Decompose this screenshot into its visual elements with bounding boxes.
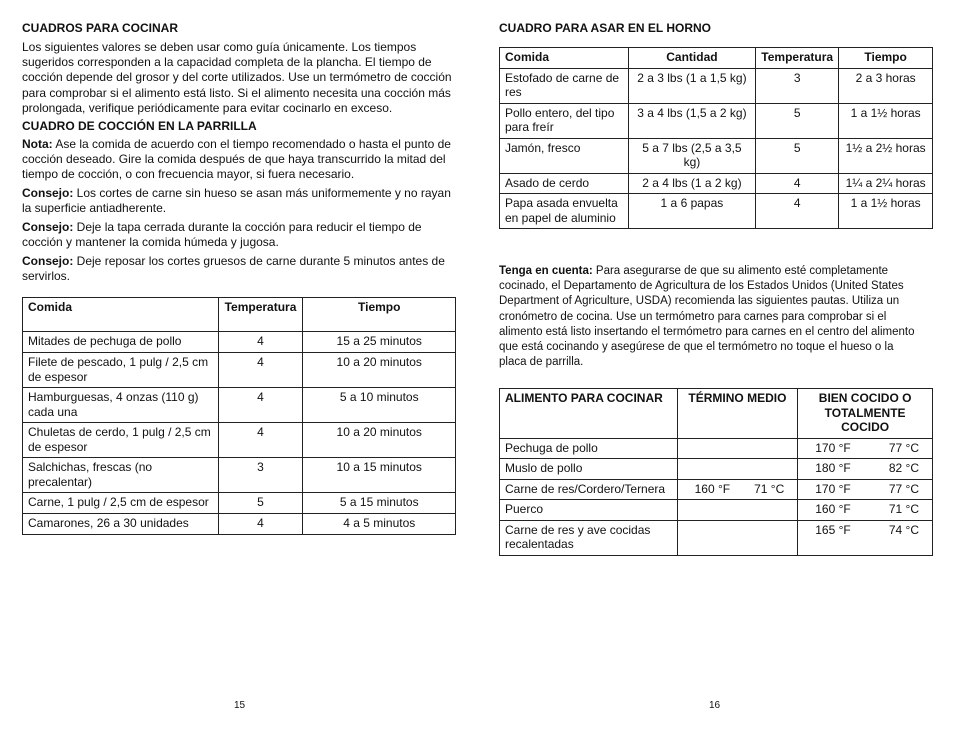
temp-f: 165 °F — [815, 522, 851, 537]
table-row — [500, 68, 933, 103]
table-row — [500, 438, 933, 459]
column-header: Comida — [500, 48, 629, 69]
note-paragraph — [22, 137, 456, 183]
table-cell: Pollo entero, del tipo para freír — [500, 103, 629, 138]
intro-paragraph: Los siguientes valores se deben usar como guía únicamente. Los tiempos sugeridos corresponden a la capacidad completa de la plancha. El tiempo de cocción depende del grosor y del corte utilizados. Use un termómetro de cocción para comprobar si el alimento está listo. Si el alimento necesita una cocción más prolongada, verifique periódicamente para evitar cocinarlo en exceso. — [22, 40, 452, 115]
table-cell: Carne de res y ave cocidas recalentadas — [500, 520, 678, 555]
table-row — [23, 353, 456, 388]
table-cell: 2 a 3 lbs (1 a 1,5 kg) — [628, 68, 756, 103]
table-cell: 2 a 3 horas — [839, 68, 933, 103]
table-row — [500, 173, 933, 194]
table-cell: 4 — [218, 332, 303, 353]
tip-text: Deje la tapa cerrada durante la cocción para reducir el tiempo de cocción y mantener la comida húmeda y jugosa. — [22, 220, 422, 250]
keep-label: Tenga en cuenta: — [499, 265, 593, 277]
table-cell: 10 a 20 minutos — [303, 353, 456, 388]
table-cell: 1 a 6 papas — [628, 194, 756, 229]
table-cell: 5 a 15 minutos — [303, 493, 456, 514]
section-heading: CUADROS PARA COCINAR — [22, 21, 178, 35]
table-cell: 10 a 15 minutos — [303, 458, 456, 493]
table-header-row — [23, 298, 456, 332]
section-heading: CUADRO PARA ASAR EN EL HORNO — [499, 21, 712, 35]
table-cell: Pechuga de pollo — [500, 438, 678, 459]
page-number: 16 — [709, 700, 721, 711]
table-cell: 2 a 4 lbs (1 a 2 kg) — [628, 173, 756, 194]
note-label: Nota: — [22, 137, 53, 151]
temp-c: 74 °C — [888, 522, 919, 537]
table-cell: 3 — [756, 68, 839, 103]
column-header: Tiempo — [303, 298, 456, 332]
table-cell: Puerco — [500, 500, 678, 521]
table-row — [500, 459, 933, 480]
table-cell: Carne de res/Cordero/Ternera — [500, 479, 678, 500]
table-cell: 15 a 25 minutos — [303, 332, 456, 353]
table-cell: 5 a 7 lbs (2,5 a 3,5 kg) — [628, 138, 756, 173]
note-text: Ase la comida de acuerdo con el tiempo recomendado o hasta el punto de cocción deseado. Gire la comida después de que haya transcurrido la mitad del tiempo de cocción, o con frecuencia mayor, si fuera necesario. — [22, 137, 451, 182]
table-cell: 5 a 10 minutos — [303, 388, 456, 423]
tip-paragraph — [22, 220, 456, 250]
table-row — [500, 500, 933, 521]
tip-paragraph — [22, 186, 456, 216]
column-header: Comida — [23, 298, 219, 332]
page-number: 15 — [234, 700, 246, 711]
table-row — [23, 423, 456, 458]
table-cell: 4 — [218, 353, 303, 388]
tip-label: Consejo: — [22, 254, 74, 268]
table-cell: Chuletas de cerdo, 1 pulg / 2,5 cm de espesor — [23, 423, 219, 458]
temp-c: 82 °C — [888, 461, 919, 475]
column-header: TÉRMINO MEDIO — [677, 389, 798, 439]
table-cell — [798, 479, 933, 500]
table-cell: 4 — [218, 388, 303, 423]
table-cell: Asado de cerdo — [500, 173, 629, 194]
keep-text: Para asegurarse de que su alimento esté completamente cocinado, el Departamento de Agricultura de los Estados Unidos (United States Department of Agriculture, USDA) recomienda las siguientes pautas. Utiliza un cronómetro de cocina. Use un termómetro para carnes para comprobar si el alimento está listo insertando el termómetro para carnes en el centro del alimento que está cocinando y asegúrese de que el termómetro no toque el hueso o la placa de parrilla. — [499, 265, 915, 369]
table-cell: Filete de pescado, 1 pulg / 2,5 cm de espesor — [23, 353, 219, 388]
roast-table — [499, 47, 933, 229]
table-cell: Mitades de pechuga de pollo — [23, 332, 219, 353]
table-cell: Salchichas, frescas (no precalentar) — [23, 458, 219, 493]
temp-f: 160 °F — [815, 502, 851, 516]
temp-f: 180 °F — [815, 461, 851, 475]
table-header-row — [500, 389, 933, 439]
column-header: ALIMENTO PARA COCINAR — [500, 389, 678, 439]
table-row — [23, 388, 456, 423]
table-cell — [798, 438, 933, 459]
table-cell: 4 — [756, 194, 839, 229]
table-cell: 4 a 5 minutos — [303, 514, 456, 535]
tip-text: Deje reposar los cortes gruesos de carne durante 5 minutos antes de servirlos. — [22, 254, 445, 284]
table-cell — [798, 459, 933, 480]
table-cell: 4 — [218, 514, 303, 535]
tip-text: Los cortes de carne sin hueso se asan más uniformemente y no rayan la superficie antiadherente. — [22, 186, 451, 216]
table-cell: 3 — [218, 458, 303, 493]
table-cell: 10 a 20 minutos — [303, 423, 456, 458]
table-cell: 4 — [218, 423, 303, 458]
temp-c: 71 °C — [888, 502, 919, 516]
temp-f: 170 °F — [815, 440, 851, 455]
column-header: Cantidad — [628, 48, 756, 69]
table-cell: Jamón, fresco — [500, 138, 629, 173]
table-cell — [677, 500, 798, 521]
table-row — [500, 479, 933, 500]
table-cell — [677, 459, 798, 480]
temp-c: 77 °C — [888, 481, 919, 496]
table-row — [500, 103, 933, 138]
temperature-table — [499, 388, 933, 556]
table-cell: 3 a 4 lbs (1,5 a 2 kg) — [628, 103, 756, 138]
table-header-row — [500, 48, 933, 69]
table-cell: 1 a 1½ horas — [839, 194, 933, 229]
column-header: Temperatura — [218, 298, 303, 332]
table-row — [23, 332, 456, 353]
column-header: Temperatura — [756, 48, 839, 69]
table-cell: 5 — [756, 103, 839, 138]
grill-table — [22, 297, 456, 535]
table-cell: Papa asada envuelta en papel de aluminio — [500, 194, 629, 229]
column-header: BIEN COCIDO O TOTALMENTE COCIDO — [798, 389, 933, 439]
table-cell — [677, 479, 798, 500]
table-cell: Estofado de carne de res — [500, 68, 629, 103]
table-cell: 4 — [756, 173, 839, 194]
grill-heading: CUADRO DE COCCIÓN EN LA PARRILLA — [22, 119, 257, 133]
column-header: Tiempo — [839, 48, 933, 69]
temp-c: 77 °C — [888, 440, 919, 455]
tip-label: Consejo: — [22, 220, 74, 234]
keep-in-mind-paragraph — [499, 264, 919, 370]
table-row — [23, 493, 456, 514]
table-cell: Camarones, 26 a 30 unidades — [23, 514, 219, 535]
table-cell — [798, 500, 933, 521]
temp-f: 170 °F — [815, 481, 851, 496]
table-cell: 1¼ a 2¼ horas — [839, 173, 933, 194]
temp-c: 71 °C — [754, 481, 785, 496]
table-cell — [798, 520, 933, 555]
tip-paragraph — [22, 254, 456, 284]
tip-label: Consejo: — [22, 186, 74, 200]
table-cell: Muslo de pollo — [500, 459, 678, 480]
table-row — [500, 138, 933, 173]
table-cell: 1 a 1½ horas — [839, 103, 933, 138]
temp-f: 160 °F — [694, 481, 731, 496]
table-cell: 5 — [218, 493, 303, 514]
table-cell: 1½ a 2½ horas — [839, 138, 933, 173]
table-cell: 5 — [756, 138, 839, 173]
table-cell: Hamburguesas, 4 onzas (110 g) cada una — [23, 388, 219, 423]
table-row — [500, 194, 933, 229]
table-row — [23, 458, 456, 493]
table-row — [500, 520, 933, 555]
table-cell — [677, 520, 798, 555]
table-cell — [677, 438, 798, 459]
table-cell: Carne, 1 pulg / 2,5 cm de espesor — [23, 493, 219, 514]
table-row — [23, 514, 456, 535]
